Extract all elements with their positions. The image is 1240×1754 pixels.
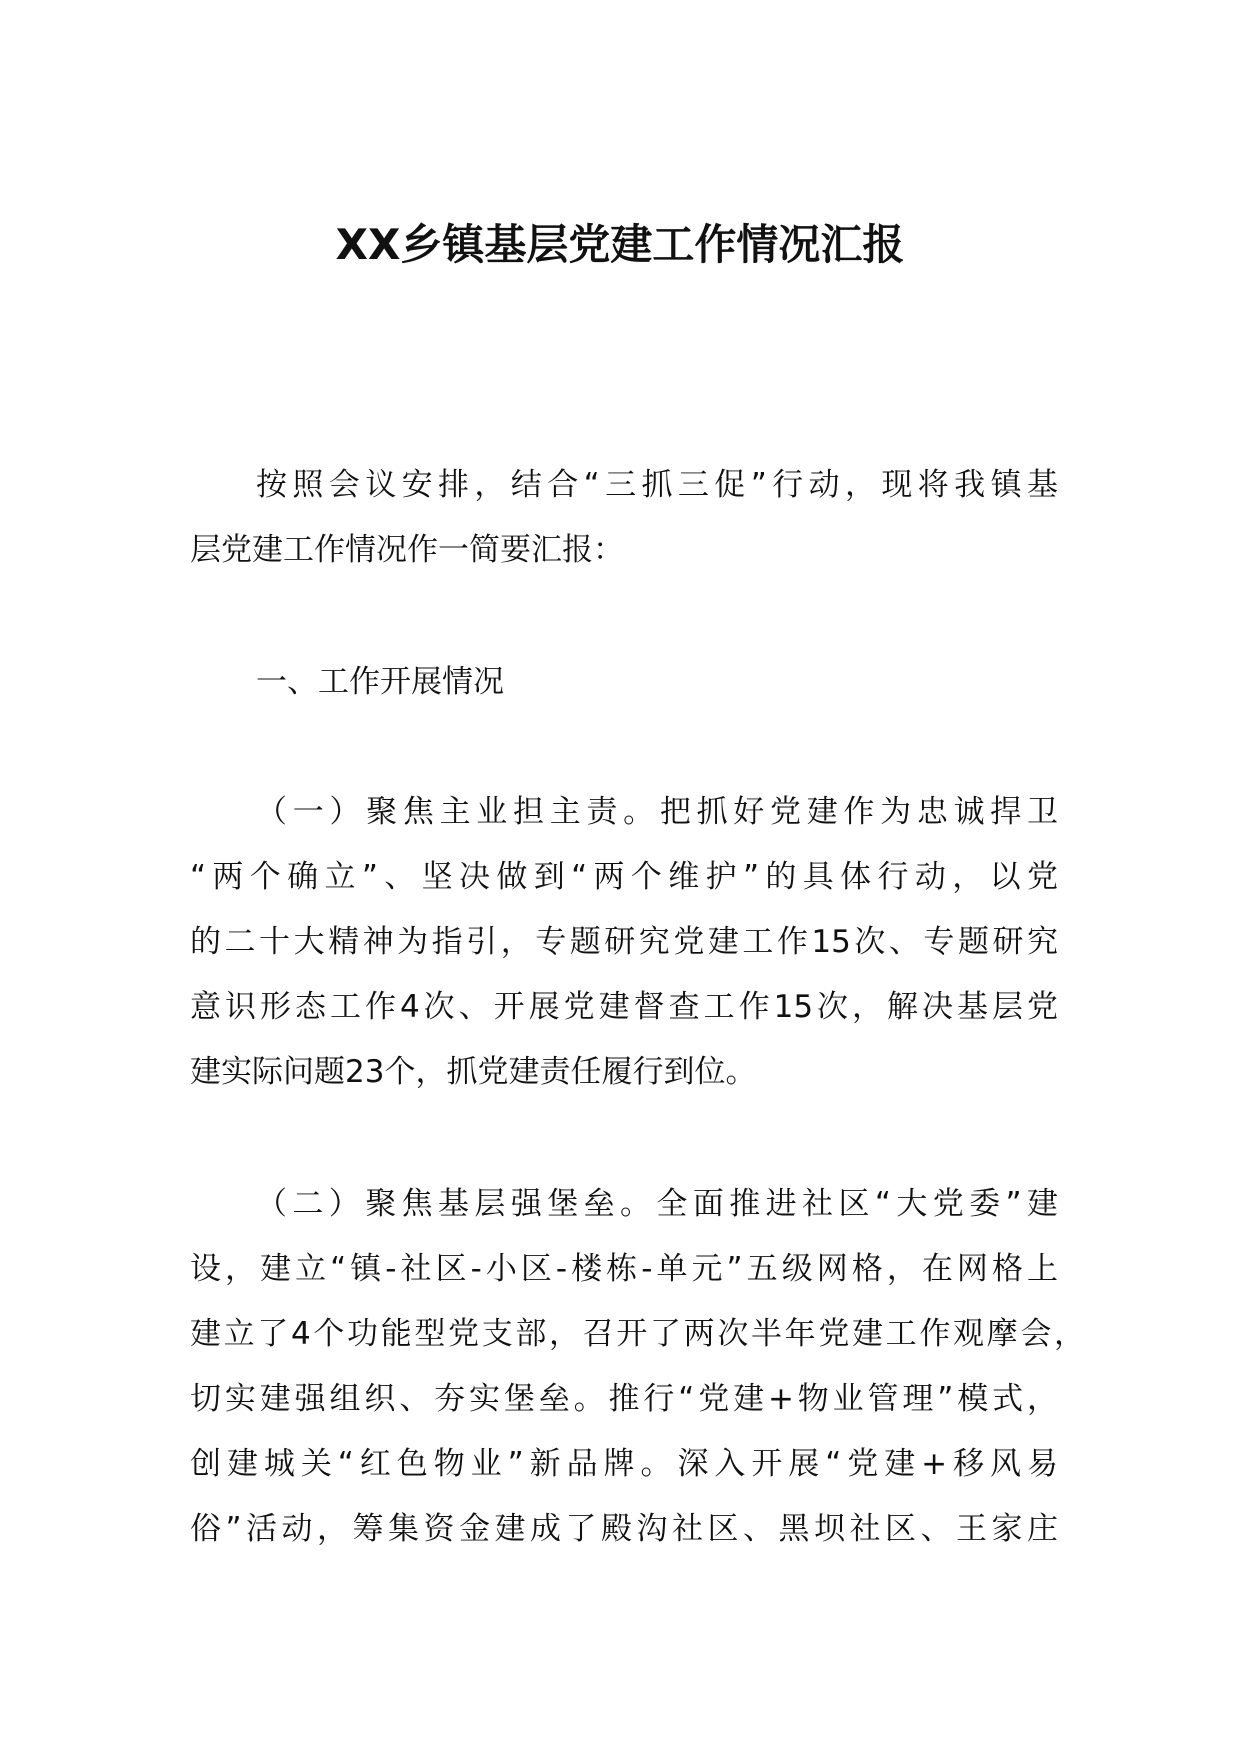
paragraph-line: 设，建立“镇-社区-小区-楼栋-单元”五级网格，在网格上: [190, 1251, 1058, 1287]
intro-line: 层党建工作情况作一简要汇报：: [190, 532, 624, 568]
paragraph-line: 意识形态工作4次、开展党建督查工作15次，解决基层党: [190, 989, 1058, 1025]
paragraph-line: （二）聚焦基层强堡垒。全面推进社区“大党委”建: [256, 1186, 1058, 1222]
paragraph-line: 建实际问题23个，抓党建责任履行到位。: [190, 1054, 757, 1090]
paragraph-line: 俗”活动，筹集资金建成了殿沟社区、黑坝社区、王家庄: [190, 1511, 1058, 1547]
paragraph-line: （一）聚焦主业担主责。把抓好党建作为忠诚捍卫: [256, 794, 1058, 830]
paragraph-line: 的二十大精神为指引，专题研究党建工作15次、专题研究: [190, 924, 1058, 960]
paragraph-line: 切实建强组织、夯实堡垒。推行“党建+物业管理”模式，: [190, 1381, 1058, 1417]
paragraph-line: “两个确立”、坚决做到“两个维护”的具体行动，以党: [190, 859, 1058, 895]
paragraph-line: 创建城关“红色物业”新品牌。深入开展“党建+移风易: [190, 1446, 1058, 1482]
document-title: XX乡镇基层党建工作情况汇报: [335, 220, 905, 269]
intro-line: 按照会议安排，结合“三抓三促”行动，现将我镇基: [256, 467, 1058, 503]
paragraph-line: 建立了4个功能型党支部，召开了两次半年党建工作观摩会，: [190, 1316, 1085, 1352]
section-heading: 一、工作开展情况: [256, 664, 504, 700]
